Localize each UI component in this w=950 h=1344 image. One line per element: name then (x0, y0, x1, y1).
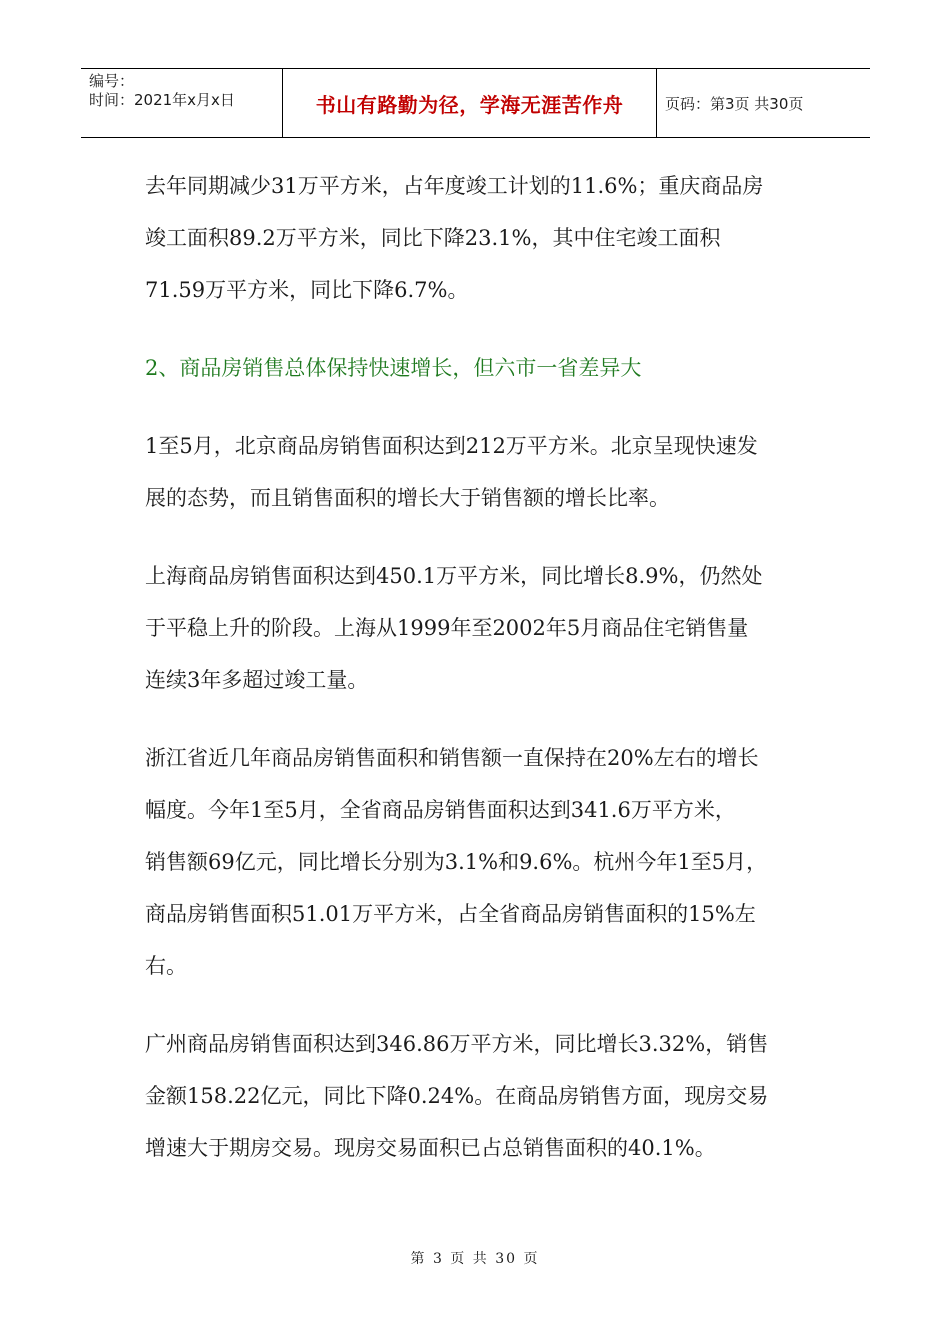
header-page-info: 页码：第3页 共30页 (665, 94, 804, 113)
text-line: 于平稳上升的阶段。上海从1999年至2002年5月商品住宅销售量 (145, 616, 749, 640)
body-paragraph (145, 160, 815, 316)
document-number-label: 编号： (89, 72, 135, 90)
text-line: 71.59万平方米，同比下降6.7%。 (145, 278, 469, 302)
text-line: 1至5月，北京商品房销售面积达到212万平方米。北京呈现快速发 (145, 434, 758, 458)
header-meta (81, 69, 283, 137)
text-line: 增速大于期房交易。现房交易面积已占总销售面积的40.1%。 (145, 1136, 716, 1160)
body-paragraph (145, 550, 815, 706)
section-heading (145, 342, 815, 394)
text-line: 2、商品房销售总体保持快速增长，但六市一省差异大 (145, 356, 642, 380)
document-body (145, 160, 815, 1200)
text-line: 浙江省近几年商品房销售面积和销售额一直保持在20%左右的增长 (145, 746, 759, 770)
text-line: 商品房销售面积51.01万平方米，占全省商品房销售面积的15%左 (145, 902, 756, 926)
text-line: 上海商品房销售面积达到450.1万平方米，同比增长8.9%，仍然处 (145, 564, 763, 588)
text-line: 幅度。今年1至5月，全省商品房销售面积达到341.6万平方米， (145, 798, 736, 822)
body-paragraph (145, 732, 815, 992)
page-header (81, 68, 870, 138)
text-line: 金额158.22亿元，同比下降0.24%。在商品房销售方面，现房交易 (145, 1084, 769, 1108)
text-line: 右。 (145, 954, 187, 978)
text-line: 竣工面积89.2万平方米，同比下降23.1%，其中住宅竣工面积 (145, 226, 721, 250)
text-line: 去年同期减少31万平方米，占年度竣工计划的11.6%；重庆商品房 (145, 174, 764, 198)
header-motto: 书山有路勤为径，学海无涯苦作舟 (283, 69, 657, 137)
text-line: 广州商品房销售面积达到346.86万平方米，同比增长3.32%，销售 (145, 1032, 769, 1056)
text-line: 销售额69亿元，同比增长分别为3.1%和9.6%。杭州今年1至5月， (145, 850, 768, 874)
body-paragraph (145, 1018, 815, 1174)
body-paragraph (145, 420, 815, 524)
page-footer: 第 3 页 共 30 页 (410, 1251, 540, 1267)
text-line: 展的态势，而且销售面积的增长大于销售额的增长比率。 (145, 486, 670, 510)
document-date: 时间：2021年x月x日 (89, 91, 235, 109)
text-line: 连续3年多超过竣工量。 (145, 668, 369, 692)
